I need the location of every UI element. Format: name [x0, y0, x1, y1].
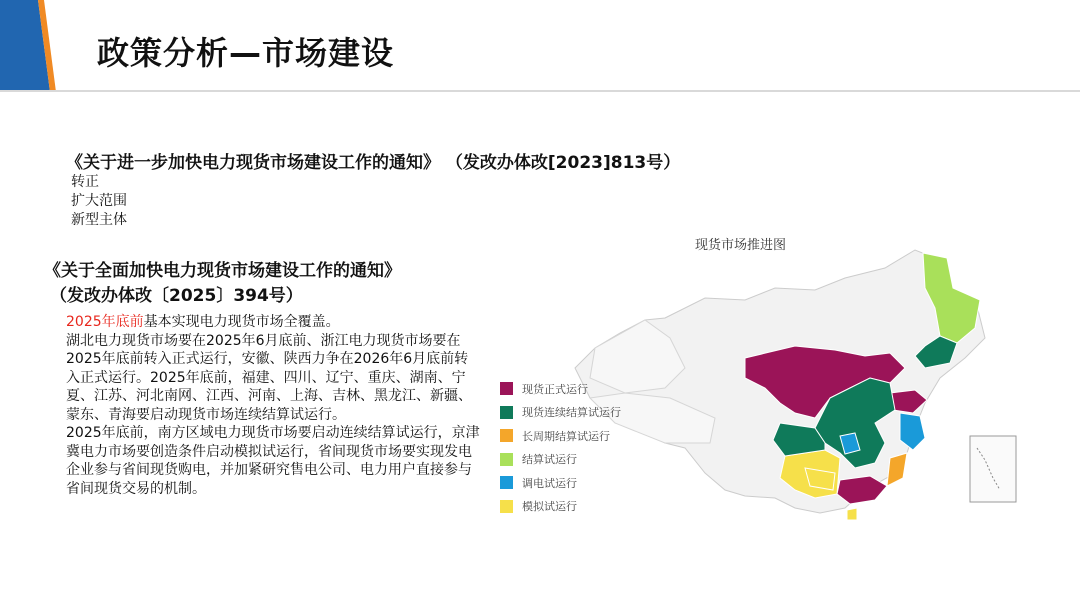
- legend-item: [500, 424, 621, 448]
- legend-label: 结算试运行: [522, 453, 577, 467]
- doc1-point: 新型主体: [71, 212, 127, 228]
- legend-item: [500, 401, 621, 425]
- legend-swatch: [500, 406, 513, 419]
- doc2-title-line1: 《关于全面加快电力现货市场建设工作的通知》: [44, 261, 401, 281]
- deadline-highlight: 2025年底前: [66, 314, 144, 330]
- title-divider: [0, 90, 1080, 92]
- legend-swatch: [500, 429, 513, 442]
- south-sea-inset: [970, 436, 1016, 502]
- doc1-title: 《关于进一步加快电力现货市场建设工作的通知》 （发改办体改[2023]813号）: [66, 153, 681, 173]
- legend-item: [500, 377, 621, 401]
- legend-swatch: [500, 476, 513, 489]
- map-title: 现货市场推进图: [695, 238, 787, 253]
- map-legend: [500, 377, 621, 518]
- legend-swatch: [500, 453, 513, 466]
- doc1-points: [71, 173, 127, 230]
- legend-swatch: [500, 382, 513, 395]
- doc1-point: 扩大范围: [71, 193, 127, 209]
- doc2-para1-text: 基本实现电力现货市场全覆盖。: [143, 314, 340, 330]
- page-title: 政策分析—市场建设: [97, 34, 395, 72]
- legend-label: 模拟试运行: [522, 500, 577, 514]
- legend-label: 长周期结算试运行: [522, 429, 610, 443]
- doc2-para1: [66, 313, 482, 332]
- legend-label: 现货正式运行: [522, 382, 588, 396]
- doc2-para2: 湖北电力现货市场要在2025年6月底前、浙江电力现货市场要在2025年底前转入正式运行，安徽、陕西力争在2026年6月底前转入正式运行。2025年底前，福建、四川、辽宁、重庆、湖南、宁夏、江苏、河北南网、江西、河南、上海、吉林、黑龙江、新疆、蒙东、青海要启动现货市场连续结算试运行。: [66, 332, 472, 423]
- corner-decoration: [0, 0, 60, 92]
- doc2-title-line2: （发改办体改〔2025〕394号）: [50, 286, 303, 306]
- legend-swatch: [500, 500, 513, 513]
- legend-label: 现货连续结算试运行: [522, 406, 621, 420]
- legend-label: 调电试运行: [522, 476, 577, 490]
- legend-item: [500, 448, 621, 472]
- doc2-title: [44, 259, 401, 309]
- doc1-point: 转正: [71, 174, 99, 190]
- doc2-body: [66, 313, 482, 498]
- legend-item: [500, 495, 621, 519]
- doc2-para3: 2025年底前，南方区域电力现货市场要启动连续结算试运行，京津冀电力市场要创造条件启动模拟试运行，省间现货市场要实现发电企业参与省间现货购电，并加紧研究售电公司、电力用户直接参与省间现货交易的机制。: [66, 425, 480, 497]
- legend-item: [500, 471, 621, 495]
- region-long-cycle: [887, 453, 907, 486]
